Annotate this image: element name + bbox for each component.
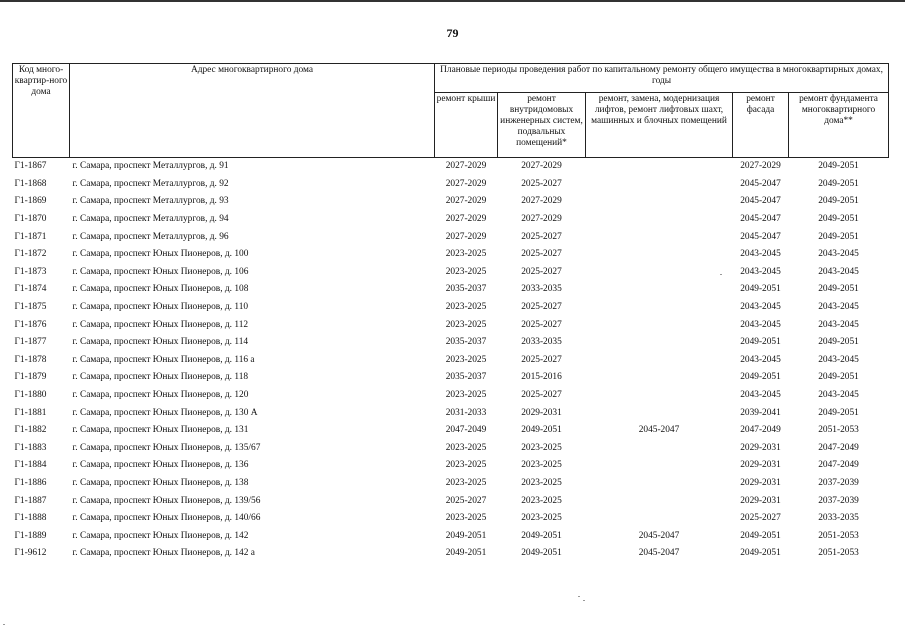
cell-foundation: 2033-2035 (818, 513, 859, 524)
cell-elevators (586, 440, 733, 458)
cell-facade: 2043-2045 (740, 249, 781, 260)
cell-facade: 2049-2051 (740, 284, 781, 295)
cell-address: г. Самара, проспект Юных Пионеров, д. 118 (72, 372, 249, 383)
table-row (13, 475, 889, 493)
scan-speck (578, 596, 580, 597)
table-row (13, 193, 889, 211)
cell-facade: 2043-2045 (740, 354, 781, 365)
cell-foundation: 2049-2051 (818, 372, 859, 383)
cell-roof: 2023-2025 (445, 302, 487, 313)
cell-address: г. Самара, проспект Металлургов, д. 94 (72, 214, 229, 225)
cell-systems: 2025-2027 (521, 319, 562, 330)
cell-facade: 2043-2045 (740, 390, 781, 401)
cell-systems: 2023-2025 (521, 460, 562, 471)
cell-systems: 2023-2025 (521, 513, 562, 524)
table-row (13, 387, 889, 405)
cell-systems: 2025-2027 (521, 302, 562, 313)
cell-systems: 2025-2027 (521, 178, 562, 189)
cell-roof: 2023-2025 (445, 442, 487, 453)
cell-facade: 2029-2031 (740, 442, 781, 453)
cell-facade: 2043-2045 (740, 302, 781, 313)
cell-address: г. Самара, проспект Юных Пионеров, д. 130 А (72, 407, 258, 418)
cell-address: г. Самара, проспект Юных Пионеров, д. 112 (72, 319, 249, 330)
cell-code: Г1-1873 (14, 266, 47, 277)
cell-systems: 2027-2029 (521, 196, 562, 207)
cell-elevators (586, 193, 733, 211)
cell-roof: 2027-2029 (445, 196, 487, 207)
table-row (13, 264, 889, 282)
table-row (13, 492, 889, 510)
cell-address: г. Самара, проспект Юных Пионеров, д. 110 (72, 302, 249, 313)
table-row (13, 176, 889, 194)
cell-code: Г1-1888 (14, 513, 47, 524)
cell-code: Г1-1880 (14, 390, 47, 401)
cell-address: г. Самара, проспект Юных Пионеров, д. 106 (72, 266, 249, 277)
cell-foundation: 2043-2045 (818, 266, 859, 277)
cell-foundation: 2043-2045 (818, 354, 859, 365)
header-facade: ремонт фасада (733, 93, 789, 158)
cell-facade: 2043-2045 (740, 266, 781, 277)
table-row (13, 334, 889, 352)
cell-elevators (586, 510, 733, 528)
cell-foundation: 2049-2051 (818, 196, 859, 207)
cell-systems: 2049-2051 (521, 425, 562, 436)
cell-code: Г1-9612 (14, 548, 47, 559)
cell-roof: 2035-2037 (445, 372, 487, 383)
table-row (13, 281, 889, 299)
cell-systems: 2033-2035 (521, 284, 562, 295)
cell-systems: 2025-2027 (521, 390, 562, 401)
cell-systems: 2027-2029 (521, 214, 562, 225)
cell-facade: 2049-2051 (740, 337, 781, 348)
cell-code: Г1-1874 (14, 284, 47, 295)
cell-code: Г1-1871 (14, 231, 47, 242)
table-body (13, 158, 889, 563)
cell-facade: 2049-2051 (740, 530, 781, 541)
cell-systems: 2025-2027 (521, 249, 562, 260)
cell-roof: 2023-2025 (445, 390, 487, 401)
cell-elevators (586, 352, 733, 370)
cell-facade: 2049-2051 (740, 548, 781, 559)
cell-address: г. Самара, проспект Юных Пионеров, д. 116 а (72, 354, 255, 365)
cell-address: г. Самара, проспект Юных Пионеров, д. 139/56 (72, 495, 261, 506)
cell-address: г. Самара, проспект Юных Пионеров, д. 136 (72, 460, 249, 471)
table-row (13, 246, 889, 264)
cell-elevators (586, 299, 733, 317)
cell-facade: 2027-2029 (740, 161, 781, 172)
cell-facade: 2029-2031 (740, 477, 781, 488)
cell-systems: 2049-2051 (521, 548, 562, 559)
table-row (13, 440, 889, 458)
cell-elevators (586, 246, 733, 264)
page-number: 79 (446, 26, 459, 40)
cell-elevators (586, 369, 733, 387)
cell-foundation: 2051-2053 (818, 425, 859, 436)
cell-elevators: 2045-2047 (638, 425, 680, 436)
cell-roof: 2023-2025 (445, 319, 487, 330)
cell-foundation: 2047-2049 (818, 442, 859, 453)
cell-roof: 2035-2037 (445, 337, 487, 348)
cell-address: г. Самара, проспект Юных Пионеров, д. 142 а (72, 548, 255, 559)
cell-foundation: 2037-2039 (818, 495, 859, 506)
top-border-line (0, 0, 905, 2)
cell-address: г. Самара, проспект Металлургов, д. 91 (72, 161, 229, 172)
cell-code: Г1-1884 (14, 460, 47, 471)
cell-systems: 2023-2025 (521, 495, 562, 506)
cell-code: Г1-1870 (14, 214, 47, 225)
cell-facade: 2049-2051 (740, 372, 781, 383)
header-foundation: ремонт фундамента многоквартирного дома** (789, 93, 889, 158)
table-row (13, 369, 889, 387)
cell-code: Г1-1879 (14, 372, 47, 383)
cell-code: Г1-1872 (14, 249, 47, 260)
cell-elevators (586, 475, 733, 493)
cell-foundation: 2043-2045 (818, 302, 859, 313)
table-row (13, 527, 889, 545)
cell-facade: 2045-2047 (740, 214, 781, 225)
cell-systems: 2027-2029 (521, 161, 562, 172)
cell-facade: 2029-2031 (740, 495, 781, 506)
cell-address: г. Самара, проспект Юных Пионеров, д. 140/66 (72, 513, 261, 524)
cell-facade: 2029-2031 (740, 460, 781, 471)
cell-roof: 2027-2029 (445, 161, 487, 172)
cell-foundation: 2049-2051 (818, 337, 859, 348)
cell-elevators (586, 176, 733, 194)
scan-speck (583, 600, 585, 601)
cell-foundation: 2049-2051 (818, 231, 859, 242)
cell-foundation: 2043-2045 (818, 249, 859, 260)
cell-code: Г1-1869 (14, 196, 47, 207)
cell-code: Г1-1868 (14, 178, 47, 189)
table-row (13, 316, 889, 334)
cell-elevators (586, 211, 733, 229)
cell-roof: 2023-2025 (445, 460, 487, 471)
header-periods: Плановые периоды проведения работ по капитальному ремонту общего имущества в многоквартирных домах, годы (435, 64, 889, 93)
cell-foundation: 2051-2053 (818, 548, 859, 559)
cell-systems: 2023-2025 (521, 477, 562, 488)
cell-roof: 2047-2049 (445, 425, 487, 436)
cell-address: г. Самара, проспект Юных Пионеров, д. 100 (72, 249, 249, 260)
cell-foundation: 2043-2045 (818, 319, 859, 330)
cell-foundation: 2047-2049 (818, 460, 859, 471)
scan-speck (720, 274, 722, 275)
cell-facade: 2047-2049 (740, 425, 781, 436)
cell-facade: 2039-2041 (740, 407, 781, 418)
cell-roof: 2023-2025 (445, 477, 487, 488)
table-row (13, 211, 889, 229)
cell-address: г. Самара, проспект Юных Пионеров, д. 135/67 (72, 442, 261, 453)
cell-code: Г1-1881 (14, 407, 47, 418)
table-row (13, 422, 889, 440)
cell-roof: 2027-2029 (445, 214, 487, 225)
cell-foundation: 2049-2051 (818, 284, 859, 295)
cell-systems: 2029-2031 (521, 407, 562, 418)
cell-systems: 2025-2027 (521, 354, 562, 365)
cell-systems: 2015-2016 (521, 372, 562, 383)
cell-elevators (586, 281, 733, 299)
cell-elevators (586, 316, 733, 334)
cell-code: Г1-1877 (14, 337, 47, 348)
cell-elevators (586, 492, 733, 510)
cell-elevators: 2045-2047 (638, 548, 680, 559)
cell-code: Г1-1889 (14, 530, 47, 541)
cell-address: г. Самара, проспект Юных Пионеров, д. 142 (72, 530, 249, 541)
scan-speck (3, 624, 5, 625)
cell-code: Г1-1882 (14, 425, 47, 436)
cell-roof: 2031-2033 (445, 407, 487, 418)
cell-facade: 2045-2047 (740, 178, 781, 189)
table-row (13, 352, 889, 370)
cell-roof: 2025-2027 (445, 495, 487, 506)
header-systems: ремонт внутридомовых инженерных систем, подвальных помещений* (498, 93, 586, 158)
header-elevators: ремонт, замена, модернизация лифтов, ремонт лифтовых шахт, машинных и блочных помещений (586, 93, 733, 158)
cell-code: Г1-1876 (14, 319, 47, 330)
cell-elevators (586, 228, 733, 246)
cell-foundation: 2049-2051 (818, 214, 859, 225)
cell-foundation: 2043-2045 (818, 390, 859, 401)
table-row (13, 299, 889, 317)
cell-elevators (586, 158, 733, 176)
cell-elevators (586, 457, 733, 475)
cell-roof: 2035-2037 (445, 284, 487, 295)
cell-elevators (586, 334, 733, 352)
cell-systems: 2033-2035 (521, 337, 562, 348)
cell-code: Г1-1867 (14, 161, 47, 172)
cell-elevators (586, 264, 733, 282)
header-address: Адрес многоквартирного дома (70, 64, 435, 158)
cell-code: Г1-1878 (14, 354, 47, 365)
capital-repair-table (12, 63, 889, 563)
table-row (13, 228, 889, 246)
cell-address: г. Самара, проспект Металлургов, д. 96 (72, 231, 229, 242)
table-row (13, 457, 889, 475)
cell-address: г. Самара, проспект Юных Пионеров, д. 108 (72, 284, 249, 295)
cell-foundation: 2037-2039 (818, 477, 859, 488)
cell-facade: 2025-2027 (740, 513, 781, 524)
cell-address: г. Самара, проспект Юных Пионеров, д. 138 (72, 477, 249, 488)
cell-address: г. Самара, проспект Металлургов, д. 93 (72, 196, 229, 207)
cell-code: Г1-1883 (14, 442, 47, 453)
cell-systems: 2025-2027 (521, 266, 562, 277)
cell-systems: 2049-2051 (521, 530, 562, 541)
table-row (13, 545, 889, 563)
table-row (13, 510, 889, 528)
cell-systems: 2023-2025 (521, 442, 562, 453)
cell-foundation: 2051-2053 (818, 530, 859, 541)
cell-code: Г1-1875 (14, 302, 47, 313)
cell-systems: 2025-2027 (521, 231, 562, 242)
cell-address: г. Самара, проспект Юных Пионеров, д. 131 (72, 425, 249, 436)
cell-elevators (586, 404, 733, 422)
cell-roof: 2027-2029 (445, 178, 487, 189)
cell-code: Г1-1886 (14, 477, 47, 488)
header-code: Код много-квартир-ного дома (13, 64, 70, 158)
cell-foundation: 2049-2051 (818, 407, 859, 418)
cell-roof: 2049-2051 (445, 530, 487, 541)
cell-roof: 2023-2025 (445, 249, 487, 260)
cell-foundation: 2049-2051 (818, 161, 859, 172)
cell-roof: 2023-2025 (445, 354, 487, 365)
cell-address: г. Самара, проспект Юных Пионеров, д. 120 (72, 390, 249, 401)
cell-foundation: 2049-2051 (818, 178, 859, 189)
cell-address: г. Самара, проспект Юных Пионеров, д. 114 (72, 337, 249, 348)
cell-address: г. Самара, проспект Металлургов, д. 92 (72, 178, 229, 189)
header-roof: ремонт крыши (435, 93, 498, 158)
cell-facade: 2045-2047 (740, 231, 781, 242)
table-header-row (13, 64, 889, 93)
cell-facade: 2045-2047 (740, 196, 781, 207)
cell-elevators (586, 387, 733, 405)
table-row (13, 404, 889, 422)
cell-roof: 2027-2029 (445, 231, 487, 242)
cell-roof: 2049-2051 (445, 548, 487, 559)
cell-facade: 2043-2045 (740, 319, 781, 330)
cell-roof: 2023-2025 (445, 513, 487, 524)
cell-roof: 2023-2025 (445, 266, 487, 277)
cell-elevators: 2045-2047 (638, 530, 680, 541)
table-row (13, 158, 889, 176)
cell-code: Г1-1887 (14, 495, 47, 506)
